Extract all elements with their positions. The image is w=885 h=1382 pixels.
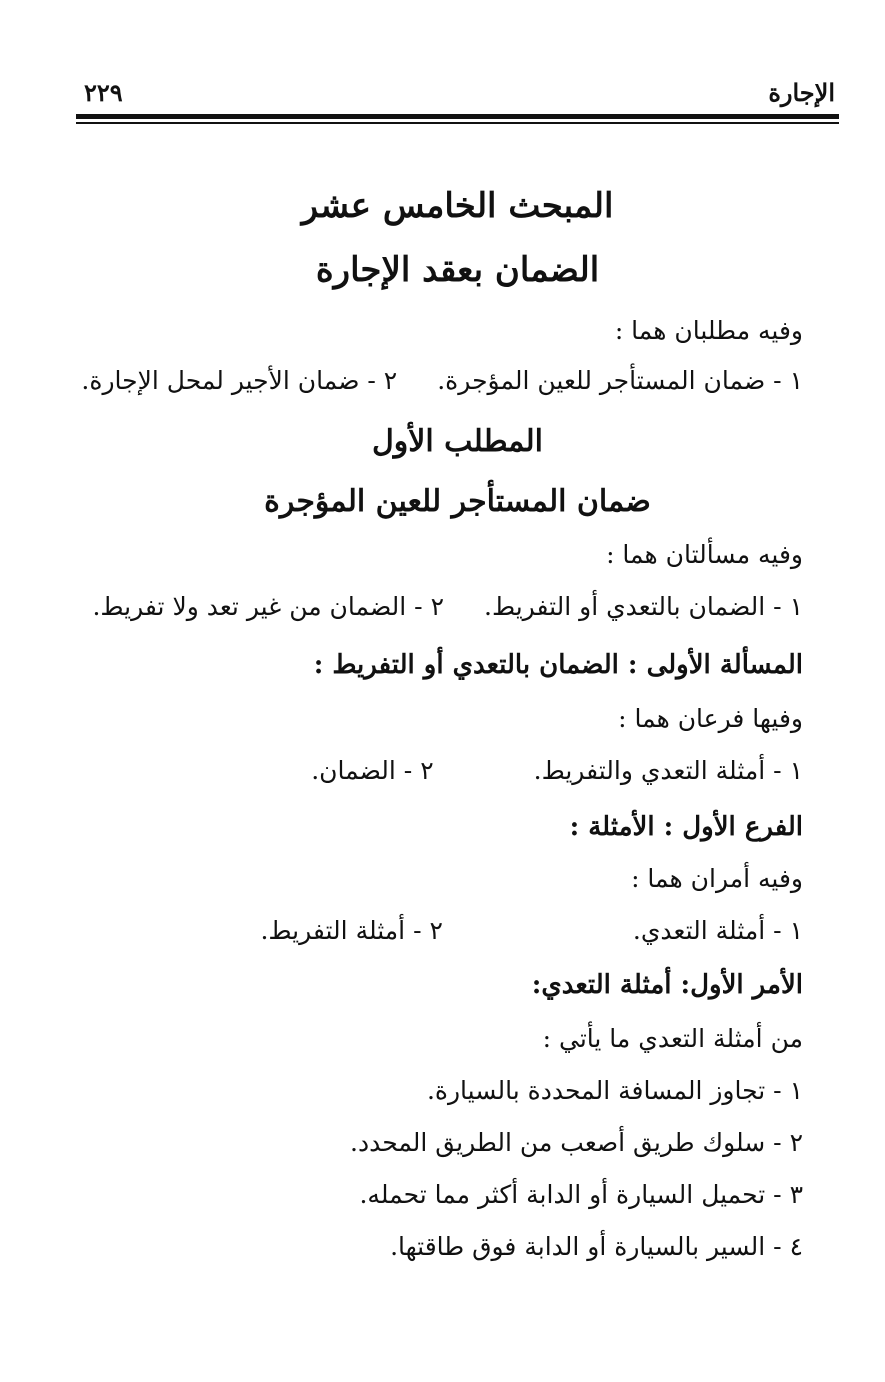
section-title: المبحث الخامس عشر xyxy=(301,186,614,226)
example-item: ١ - تجاوز المسافة المحددة بالسيارة. xyxy=(426,1076,803,1105)
masala-items xyxy=(311,756,803,785)
intro-item-1: ١ - ضمان المستأجر للعين المؤجرة. xyxy=(437,366,803,395)
far-items xyxy=(260,916,803,945)
masala-item-1: ١ - أمثلة التعدي والتفريط. xyxy=(533,756,803,785)
matlab-item-2: ٢ - الضمان من غير تعد ولا تفريط. xyxy=(92,592,445,621)
intro-text: وفيه مطلبان هما : xyxy=(614,316,803,345)
far-item-2: ٢ - أمثلة التفريط. xyxy=(260,916,443,945)
matlab-subtitle: ضمان المستأجر للعين المؤجرة xyxy=(264,484,651,519)
amr-intro: من أمثلة التعدي ما يأتي : xyxy=(542,1024,803,1053)
intro-items xyxy=(81,366,803,395)
matlab-items xyxy=(92,592,803,621)
header-rule-thick xyxy=(76,114,839,119)
masala-item-2: ٢ - الضمان. xyxy=(311,756,434,785)
far-title: الفرع الأول : الأمثلة : xyxy=(569,812,803,842)
far-item-1: ١ - أمثلة التعدي. xyxy=(632,916,803,945)
masala-title: المسألة الأولى : الضمان بالتعدي أو التفريط : xyxy=(313,650,803,680)
intro-item-2: ٢ - ضمان الأجير لمحل الإجارة. xyxy=(81,366,398,395)
page-number: ٢٢٩ xyxy=(84,78,123,107)
running-title: الإجارة xyxy=(768,78,835,107)
running-header xyxy=(78,72,837,116)
matlab-intro: وفيه مسألتان هما : xyxy=(606,540,803,569)
masala-intro: وفيها فرعان هما : xyxy=(618,704,803,733)
amr-title: الأمر الأول: أمثلة التعدي: xyxy=(531,970,803,1000)
example-item: ٣ - تحميل السيارة أو الدابة أكثر مما تحمله. xyxy=(359,1180,803,1209)
example-item: ٤ - السير بالسيارة أو الدابة فوق طاقتها. xyxy=(390,1232,803,1261)
far-intro: وفيه أمران هما : xyxy=(631,864,803,893)
example-item: ٢ - سلوك طريق أصعب من الطريق المحدد. xyxy=(350,1128,803,1157)
matlab-title: المطلب الأول xyxy=(372,424,543,459)
matlab-item-1: ١ - الضمان بالتعدي أو التفريط. xyxy=(484,592,803,621)
section-subtitle: الضمان بعقد الإجارة xyxy=(315,250,600,290)
header-rule-thin xyxy=(76,122,839,124)
